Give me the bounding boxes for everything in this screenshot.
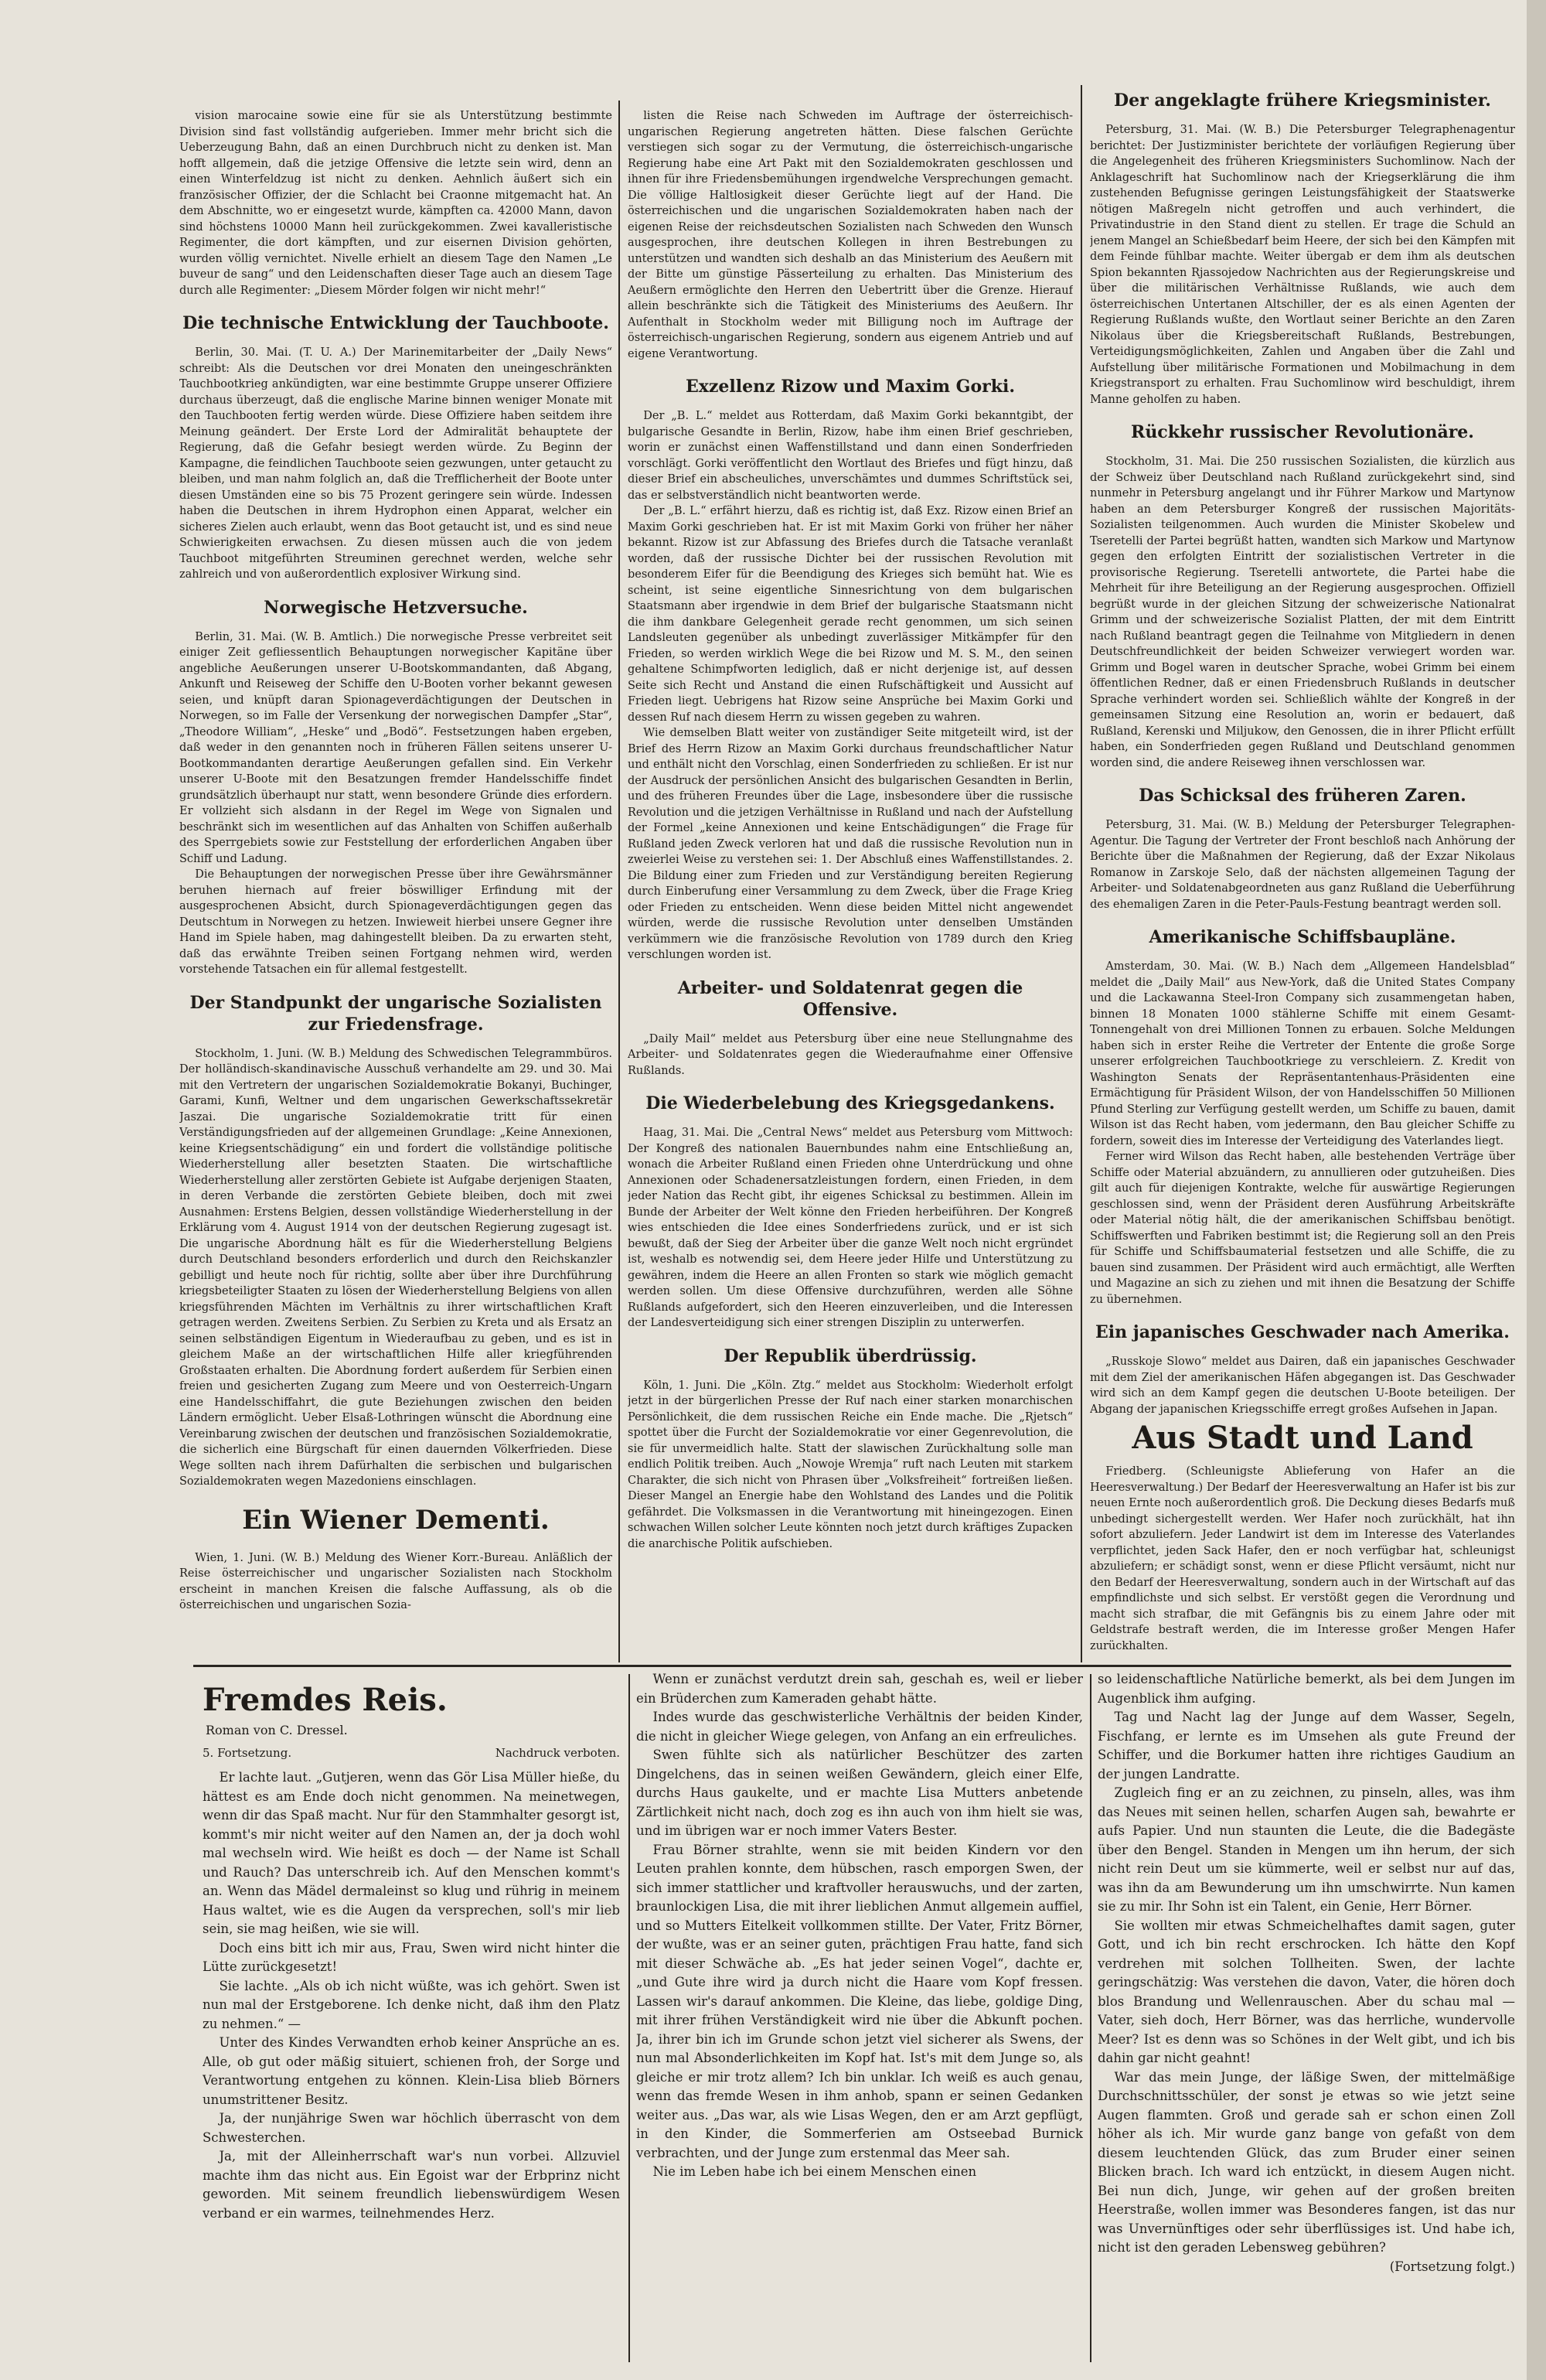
- novel-text: Sie lachte. „Als ob ich nicht wüßte, was ich gehört. Swen ist nun mal der Erstgeborene. Ich denke nicht, daß ihm den Platz zu nehmen.“ —: [203, 1978, 620, 2031]
- article-headline: Der Republik überdrüssig.: [724, 1345, 977, 1366]
- novel-text: Indes wurde das geschwisterliche Verhältnis der beiden Kinder, die nicht in gleicher Wiege gelegen, von Anfang an ein erfreuliches.: [636, 1710, 1083, 1744]
- article-text: Wie demselben Blatt weiter von zuständiger Seite mitgeteilt wird, ist der Brief des Herrn Rizow an Maxim Gorki durchaus freundschaftlicher Natur und enthält nicht den Vorschlag, einen Sonderfrieden zu schließen. Er ist nur der Ausdruck der persönlichen Ansicht des bulgarischen Gesandten in Berlin, und des früheren Freundes über die Lage, insbesondere über die russische Revolution und die jetzigen Verhältnisse in Rußland und nach der Aufstellung der Formel „keine Annexionen und keine Entschädigungen“ die Frage für Rußland jeden Zweck verloren hat und daß die russische Revolution nun in zweierlei Weise zu verstehen sei: 1. Der Abschluß eines Waffenstillstandes. 2. Die Bildung einer zum Frieden und zur Verständigung bereiten Regierung durch Einberufung einer Versammlung zu dem Zweck, über die Frage Krieg oder Frieden zu entscheiden. Wenn diese beiden Mittel nicht angewendet würden, werde die russische Revolution unter denselben Umständen verkümmern wie die französische Revolution von 1789 durch den Krieg verschlungen worden ist.: [628, 727, 1073, 961]
- novel-text: so leidenschaftliche Natürliche bemerkt, als bei dem Jungen im Augenblick ihm aufging.: [1098, 1672, 1515, 1706]
- novel-text: Unter des Kindes Verwandten erhob keiner Ansprüche an es. Alle, ob gut oder mäßig situiert, schienen froh, der Sorge und Verantwortung entgehen zu können. Klein-Lisa blieb Börners unumstrittener Besitz.: [203, 2035, 620, 2107]
- novel-text: Zugleich fing er an zu zeichnen, zu pinseln, alles, was ihm das Neues mit seinen hellen, scharfen Augen sah, bewahrte er aufs Papier. Und nun staunten die Leute, die die Badegäste über den Bengel. Standen in Mengen um ihn herum, der sich nicht rein Deut um sie kümmerte, weil er selbst nur auf das, was ihn da am Bewunderung um ihn umschwirrte. Nun kamen sie zu mir. Ihr Sohn ist ein Talent, ein Genie, Herr Börner.: [1098, 1785, 1515, 1914]
- article-text: Der „B. L.“ erfährt hierzu, daß es richtig ist, daß Exz. Rizow einen Brief an Maxim Gorki geschrieben hat. Er ist mit Maxim Gorki von früher her näher bekannt. Rizow ist zur Abfassung des Briefes durch die Tatsache veranlaßt worden, daß der russische Dichter bei der russischen Revolution mit besonderem Eifer für die Beendigung des Krieges sich bemüht hat. Wie es scheint, ist seine eigentliche Sinnesrichtung von dem bulgarischen Staatsmann aber irgendwie in dem Brief der bulgarische Staatsmann nicht die ihm dankbare Gelegenheit gerade recht genommen, um sich seinen Landsleuten gegenüber als unbedingt zuverlässiger Mitkämpfer für den Frieden, so werden wirklich Wege die bei Rizow und M. S. M., den seinen gehaltene Schimpfworten lediglich, daß er nicht derjenige ist, auf dessen Seite sich Recht und Anstand die einen Rufschäftigkeit und Aussicht auf Frieden liegt. Uebrigens hat Rizow seine Ansprüche bei Maxim Gorki und dessen Ruf nach diesem Herrn zu wissen gegeben zu wahren.: [628, 505, 1073, 724]
- article-text: Stockholm, 31. Mai. Die 250 russischen Sozialisten, die kürzlich aus der Schweiz über Deutschland nach Rußland zurückgekehrt sind, sind nunmehr in Petersburg angelangt und ihr Führer Markow und Martynow haben an dem Petersburger Kongreß der russischen Majoritäts-Sozialisten teilgenommen. Auch wurden die Minister Skobelew und Tseretelli der Partei begrüßt hatten, wandten sich Markow und Martynow gegen den erfolgten Eintritt der sozialistischen Vertreter in die provisorische Regierung. Tseretelli antwortete, die Partei habe die Mehrheit für ihre Beteiligung an der Regierung ausgesprochen. Offiziell begrüßt wurde in der gleichen Sitzung der schweizerische Nationalrat Grimm und der schweizerische Sozialist Platten, der mit dem Eintritt nach Rußland beantragt gegen die Teilnahme von Mitgliedern in denen Deutschfreundlichkeit der beiden Schweizer verwiegert worden war. Grimm und Bogel waren in deutscher Sprache, wobei Grimm bei einem öffentlichen Redner, daß er einen Friedensbruch Rußlands in deutscher Sprache verhindert worden sei. Schließlich wählte der Kongreß in der gemeinsamen Sitzung eine Resolution an, worin er bedauert, daß Rußland, Kerenski und Miljukow, den Genossen, die in ihrer Pflicht erfüllt haben, ein Sonderfrieden gegen Rußland und Deutschland genommen worden sind, die andere Reiseweg ihnen verschlossen war.: [1090, 455, 1515, 769]
- article-text: Köln, 1. Juni. Die „Köln. Ztg.“ meldet aus Stockholm: Wiederholt erfolgt jetzt in der bürgerlichen Presse der Ruf nach einer starken monarchischen Persönlichkeit, die dem russischen Reiche ein Ende mache. Die „Rjetsch“ spottet über die Furcht der Sozialdemokratie vor einer Gegenrevolution, die sie für unvermeidlich halte. Statt der slawischen Zurückhaltung solle man endlich Politik treiben. Auch „Nowoje Wremja“ ruft nach Leuten mit starkem Charakter, die sich nicht von Phrasen über „Volksfreiheit“ fortreißen ließen. Dieser Mangel an Energie habe den Wohlstand des Landes und die Politik gefährdet. Die Volksmassen in die Verantwortung mit hineingezogen. Einen schwachen Willen solcher Leute könnten noch jetzt durch kräftiges Zupacken die anarchische Politik aufschieben.: [628, 1379, 1073, 1550]
- feuilleton-rule-2: [1090, 1674, 1091, 2362]
- article-headline: Der Standpunkt der ungarische Sozialisten zur Friedensfrage.: [189, 992, 602, 1035]
- column-2: [628, 108, 1073, 1662]
- article-headline: Ein japanisches Geschwader nach Amerika.: [1095, 1322, 1510, 1342]
- article-headline: Die technische Entwicklung der Tauchboote.: [182, 313, 609, 333]
- article-text: Berlin, 31. Mai. (W. B. Amtlich.) Die norwegische Presse verbreitet seit einiger Zeit gefliessentlich Behauptungen norwegischer Kapitäne über angebliche Aeußerungen unserer U-Bootskommandanten, daß Abgang, Ankunft und Reiseweg der Schiffe den U-Booten vorher bekannt gewesen seien, und knüpft daran Spionageverdächtigungen der Deutschen in Norwegen, so im Falle der Versenkung der norwegischen Dampfer „Star“, „Theodore William“, „Heske“ und „Bodö“. Festsetzungen haben ergeben, daß weder in den genannten noch in früheren Fällen seitens unserer U-Bootkommandanten derartige Aeußerungen gefallen sind. Ein Verkehr unserer U-Boote mit den Besatzungen fremder Handelsschiffe findet grundsätzlich überhaupt nur statt, wenn besondere Gründe dies erfordern. Er vollzieht sich alsdann in der Regel im Wege von Signalen und beschränkt sich im wesentlichen auf das Anhalten von Schiffen außerhalb des Sperrgebiets sowie zur Feststellung der erforderlichen Angaben über Schiff und Ladung.: [179, 630, 612, 865]
- column-3: [1090, 85, 1515, 1662]
- article-headline: Arbeiter- und Soldatenrat gegen die Offensive.: [677, 977, 1023, 1020]
- article-text: „Russkoje Slowo“ meldet aus Dairen, daß ein japanisches Geschwader mit dem Ziel der amerikanischen Häfen abgegangen ist. Das Geschwader wird sich an dem Kampf gegen die deutschen U-Boote beteiligen. Der Abgang der japanischen Kriegsschiffe erregt großes Aufsehen in Japan.: [1090, 1355, 1515, 1416]
- column-1: [179, 108, 612, 1662]
- continued-note: (Fortsetzung folgt.): [1389, 2259, 1515, 2274]
- novel-text: Ja, der nunjährige Swen war höchlich überrascht von dem Schwesterchen.: [203, 2111, 620, 2145]
- column-rule-2: [1081, 85, 1082, 1662]
- article-headline: Exzellenz Rizow und Maxim Gorki.: [685, 377, 1015, 397]
- article-headline: Rückkehr russischer Revolutionäre.: [1131, 422, 1474, 442]
- section-headline: Aus Stadt und Land: [1132, 1420, 1473, 1456]
- article-text: Der „B. L.“ meldet aus Rotterdam, daß Maxim Gorki bekanntgibt, der bulgarische Gesandte in Berlin, Rizow, habe ihm einen Brief geschrieben, worin er zunächst einen Waffenstillstand und dann einen Sonderfrieden vorschlägt. Gorki veröffentlicht den Wortlaut des Briefes und fügt hinzu, daß dieser Brief ein abscheuliches, unverschämtes und dummes Schriftstück sei, das er selbstverständlich nicht beantworten werde.: [628, 410, 1073, 502]
- article-headline: Die Wiederbelebung des Kriegsgedankens.: [645, 1093, 1055, 1113]
- page-edge: [1527, 0, 1546, 2380]
- novel-text: Nie im Leben habe ich bei einem Menschen einen: [652, 2164, 977, 2179]
- novel-text: Ja, mit der Alleinherrschaft war's nun vorbei. Allzuviel machte ihm das nicht aus. Ein Egoist war der Erbprinz nicht geworden. Mit seinem freundlich liebenswürdigem Wesen verband er ein warmes, teilnehmendes Herz.: [203, 2149, 620, 2221]
- article-headline: Ein Wiener Dementi.: [242, 1504, 550, 1536]
- article-text: Petersburg, 31. Mai. (W. B.) Die Petersburger Telegraphenagentur berichtet: Der Justizminister berichtete der vorläufigen Regierung über die Angelegenheit des früheren Kriegsministers Suchomlinow. Nach der Anklageschrift hat Suchomlinow nach der Kriegserklärung die ihm zustehenden Befugnisse geringen Leistungsfähigkeit der Staatswerke nötigen Maßregeln nicht getroffen und auch verhindert, die Privatindustrie in den Stand dient zu stellen. Er trage die Schuld an jenem Mangel an Schießbedarf beim Heere, der sich bei den Kämpfen mit dem Feinde fühlbar machte. Weiter übergab er dem ihm als deutschen Spion bekannten Rjassojedow Nachrichten aus der Regierungskreise und über die militärischen Verhältnisse Rußlands, wie auch dem österreichischen Untertanen Altschiller, der es als einen Agenten der Regierung Rußlands wußte, den Wortlaut seiner Berichte an den Zaren Nikolaus über die Kriegsbereitschaft Rußlands, Bestrebungen, Verteidigungsmöglichkeiten, Zahlen und Angaben über die Zahl und Aufstellung über militärische Formationen und Mobilmachung in dem Kriegstransport zu erhalten. Frau Suchomlinow wird beschuldigt, ihrem Manne geholfen zu haben.: [1090, 124, 1515, 406]
- column-rule-1: [618, 101, 620, 1662]
- feuilleton-column-1: [203, 1682, 620, 2362]
- installment-number: 5. Fortsetzung.: [203, 1746, 292, 1760]
- feuilleton-column-3: [1098, 1670, 1515, 2362]
- novel-meta: [203, 1745, 620, 1768]
- article-text: Amsterdam, 30. Mai. (W. B.) Nach dem „Allgemeen Handelsblad“ meldet die „Daily Mail“ aus New-York, daß die United States Company und die Lackawanna Steel-Iron Company sich zusammengetan haben, binnen 18 Monaten 1000 stählerne Schiffe mit einem Gesamt-Tonnengehalt von drei Millionen Tonnen zu erbauen. Solche Meldungen haben sich in erster Reihe die Vertreter der Entente die große Sorge unserer erfolgreichen Tauchbootkriege zu verschleiern. Z. Kredit von Washington Senats der Repräsentantenhaus-Präsidenten eine Ermächtigung für Präsident Wilson, der von Handelsschiffen 50 Millionen Pfund Sterling zur Verfügung gestellt werden, um Schiffe zu bauen, damit Wilson ist das Recht haben, vom jedermann, den Bau gleicher Schiffe zu fordern, soweit dies im Interesse der Verteidigung des Vaterlandes liegt.: [1090, 960, 1515, 1147]
- novel-title: Fremdes Reis.: [203, 1682, 448, 1718]
- novel-text: Swen fühlte sich als natürlicher Beschützer des zarten Dingelchens, das in seinen weißen Gewändern, gleich einer Elfe, durchs Haus gaukelte, und er machte Lisa Mutters anbetende Zärtlichkeit nicht nach, doch zog es ihn auch von ihm hielt sie was, und im übrigen war er noch immer Vaters Bester.: [636, 1747, 1083, 1838]
- reprint-notice: Nachdruck verboten.: [495, 1746, 620, 1760]
- novel-author: Roman von C. Dressel.: [206, 1723, 348, 1737]
- novel-text: Wenn er zunächst verdutzt drein sah, geschah es, weil er lieber ein Brüderchen zum Kameraden gehabt hätte.: [636, 1672, 1083, 1706]
- novel-text: Doch eins bitt ich mir aus, Frau, Swen wird nicht hinter die Lütte zurückgesetzt!: [203, 1940, 620, 1974]
- novel-text: War das mein Junge, der läßige Swen, der mittelmäßige Durchschnittsschüler, der sonst je etwas so wie jetzt seine Augen flammten. Groß und gerade sah er schon einen Zoll höher als ich. Mir wurde ganz bange von gefaßt von dem diesem leuchtenden Glück, das zum Bruder einer seinen Blicken brach. Ich ward ich entzückt, in diesem Augen nicht. Bei nun dich, Junge, wir gehen auf der großen breiten Heerstraße, wollen immer was Besonderes fangen, ist das nur was Unvernünftiges oder sehr überflüssiges ist. Und habe ich, nicht ist den geraden Lebensweg gebühren?: [1098, 2069, 1515, 2255]
- intro-text: vision marocaine sowie eine für sie als Unterstützung bestimmte Division sind fast vollständig aufgerieben. Immer mehr bricht sich die Ueberzeugung Bahn, daß an einen Durchbruch nicht zu denken ist. Man hofft allgemein, daß die jetzige Offensive die letzte sein wird, denn an einen Winterfeldzug ist nicht zu denken. Aehnlich äußert sich ein französischer Offizier, der die Schlacht bei Craonne mitgemacht hat. An dem Abschnitte, wo er eingesetzt wurde, kämpften ca. 42000 Mann, davon sind höchstens 10000 Mann heil zurückgekommen. Zwei kavalleristische Regimenter, die dort kämpften, und zur eisernen Division gehörten, wurden völlig vernichtet. Nivelle erhielt an diesem Tage den Namen „Le buveur de sang“ und den Leidenschaften dieser Tage auch an diesem Tage durch alle Regimenter: „Diesem Mörder folgen wir nicht mehr!“: [179, 110, 612, 297]
- article-headline: Amerikanische Schiffsbaupläne.: [1149, 927, 1456, 947]
- feuilleton-column-2: [636, 1670, 1083, 2362]
- article-text: listen die Reise nach Schweden im Auftrage der österreichisch-ungarischen Regierung angetreten hätten. Diese falschen Gerüchte verstiegen sich sogar zu der Vermutung, die österreichisch-ungarische Regierung habe eine Art Pakt mit den Sozialdemokraten geschlossen und ihnen für ihre Friedensbemühungen irgendwelche Versprechungen gemacht. Die völlige Haltlosigkeit dieser Gerüchte liegt auf der Hand. Die österreichischen und die ungarischen Sozialdemokraten haben nach der eigenen Reise der reichsdeutschen Sozialisten nach Schweden den Wunsch ausgesprochen, ihre deutschen Kollegen in ihren Bestrebungen zu unterstützen und wandten sich deshalb an das Ministerium des Aeußern mit der Bitte um günstige Pässerteilung zu erhalten. Das Ministerium des Aeußern ermöglichte den Herren den Uebertritt über die Grenze. Hierauf allein beschränkte sich die Tätigkeit des Ministeriums des Aeußern. Ihr Aufenthalt in Stockholm weder mit Billigung noch im Auftrage der österreichisch-ungarischen Regierung, sondern aus eigenem Antrieb und auf eigene Verantwortung.: [628, 110, 1073, 360]
- article-text: Ferner wird Wilson das Recht haben, alle bestehenden Verträge über Schiffe oder Material abzuändern, zu annullieren oder gutzuheißen. Dies gilt auch für diejenigen Kontrakte, welche für auswärtige Regierungen geschlossen sind, wenn der Präsident deren Ausführung Arbeitskräfte oder Material nötig hält, die der amerikanischen Schiffsbau benötigt. Schiffswerften und Fabriken bestimmt ist; die Regierung soll an den Preis für Schiffe und Schiffsbaumaterial festsetzen und alle Schiffe, die zu bauen sind zusammen. Der Präsident wird auch ermächtigt, alle Werften und Magazine an sich zu ziehen und mit ihnen die Besatzung der Schiffe zu übernehmen.: [1090, 1151, 1515, 1306]
- article-text: Wien, 1. Juni. (W. B.) Meldung des Wiener Korr.-Bureau. Anläßlich der Reise österreichischer und ungarischer Sozialisten nach Stockholm erscheint in manchen Kreisen die falsche Auffassung, als ob die österreichischen und ungarischen Sozia-: [179, 1551, 612, 1611]
- article-text: Petersburg, 31. Mai. (W. B.) Meldung der Petersburger Telegraphen-Agentur. Die Tagung der Vertreter der Front beschloß nach Anhörung der Berichte über die Maßnahmen der Regierung, daß der Exzar Nikolaus Romanow in Zarskoje Selo, daß der nächsten allgemeinen Tagung der Arbeiter- und Soldatenabgeordneten aus ganz Rußland die Ueberführung des ehemaligen Zaren in die Peter-Pauls-Festung beantragt werden soll.: [1090, 819, 1515, 911]
- article-text: Haag, 31. Mai. Die „Central News“ meldet aus Petersburg vom Mittwoch: Der Kongreß des nationalen Bauernbundes nahm eine Entschließung an, wonach die Arbeiter Rußland einen Frieden ohne Unterdrückung und ohne Annexionen oder Schadenersatzleistungen fordern, einen Frieden, in dem jeder Nation das Recht gibt, ihr eigenes Schicksal zu bestimmen. Allein im Bunde der Arbeiter der Welt könne den Frieden herbeiführen. Der Kongreß wies entschieden die Idee eines Sonderfriedens zurück, und er ist sich bewußt, daß der Sieg der Arbeiter über die ganze Welt noch nicht ergründet ist, weshalb es notwendig sei, dem Heere jeder Hilfe und Unterstützung zu gewähren, indem die Heere an allen Fronten so stark wie möglich gemacht werden sollen. Um diese Offensive durchzuführen, werden alle Söhne Rußlands aufgefordert, sich den Heeren einzuverleiben, und die Interessen der Landesverteidigung sich einer strengen Disziplin zu unterwerfen.: [628, 1127, 1073, 1329]
- novel-text: Tag und Nacht lag der Junge auf dem Wasser, Segeln, Fischfang, er lernte es im Umsehen als gute Freund der Schiffer, und die Borkumer hatten ihre richtiges Gaudium an der jungen Landratte.: [1098, 1710, 1515, 1782]
- article-text: Die Behauptungen der norwegischen Presse über ihre Gewährsmänner beruhen hiernach auf freier böswilliger Erfindung mit der ausgesprochenen Absicht, durch Spionageverdächtigungen gegen das Deutschtum in Norwegen zu hetzen. Inwieweit hierbei unsere Gegner ihre Hand im Spiele haben, mag dahingestellt bleiben. Da zu erwarten steht, daß das erwähnte Treiben seinen Fortgang nehmen wird, werden vorstehende Tatsachen ein für allemal festgestellt.: [179, 868, 612, 976]
- novel-text: Frau Börner strahlte, wenn sie mit beiden Kindern vor den Leuten prahlen konnte, dem hübschen, rasch emporgen Swen, der sich immer stattlicher und kraftvoller herauswuchs, und der zarten, braunlockigen Lisa, die mit ihrer lieblichen Anmut allgemein auffiel, und so Mutters Eitelkeit vollkommen stillte. Der Vater, Fritz Börner, der wußte, was er an seiner guten, prächtigen Frau hatte, fand sich mit dieser Schwäche ab. „Es hat jeder seinen Vogel“, dachte er, „und Gute ihre wird ja durch nicht die Haare vom Kopf fressen. Lassen wir's darauf ankommen. Die Kleine, das liebe, goldige Ding, mit ihrer frühen Verständigkeit wird nie über die Abkunft pochen. Ja, ihrer bin ich im Grunde schon jetzt viel sicherer als Swens, der nun mal Absonderlichkeiten im Kopf hat. Ist's mit dem Junge so, als gleiche er mir trotz allem? Ich bin unklar. Ich weiß es auch genau, wenn das fremde Wesen in ihm anhob, spann er seinen Gedanken weiter aus. „Das war, als wie Lisas Wegen, den er am Arzt gepflügt, in den Kinder, die Sommerferien am Ostseebad Burnick verbrachten, und der Junge zum erstenmal das Meer sah.: [636, 1842, 1083, 2160]
- novel-text: Er lachte laut. „Gutjeren, wenn das Gör Lisa Müller hieße, du hättest es am Ende doch nicht genommen. Na meinetwegen, wenn dir das Spaß macht. Nur für den Stammhalter gesorgt ist, kommt's mir nicht weiter auf den Namen an, der ja doch wohl mal wechseln wird. Wie heißt es doch — der Name ist Schall und Rauch? Das unterschreib ich. Auf den Menschen kommt's an. Wenn das Mädel dermaleinst so klug und rührig in meinem Haus waltet, wie es die Augen da versprechen, soll's mir lieb sein, sie mag heißen, wie sie will.: [203, 1770, 620, 1936]
- article-text: Berlin, 30. Mai. (T. U. A.) Der Marinemitarbeiter der „Daily News“ schreibt: Als die Deutschen vor drei Monaten den uneingeschränkten Tauchbootkrieg ankündigten, war eine bestimmte Gruppe unserer Offiziere durchaus überzeugt, daß die englische Marine binnen weniger Monate mit den Tauchbooten fertig werden würde. Diese Offiziere haben seitdem ihre Meinung geändert. Der Erste Lord der Admiralität behauptete der Regierung, daß die Gefahr besiegt werden würde. Zu Beginn der Kampagne, die feindlichen Tauchboote seien gezwungen, unter getaucht zu bleiben, und man nahm folglich an, daß die Trefflicherheit der Boote unter diesen Umständen eine so bis 75 Prozent geringere sein würde. Indessen haben die Deutschen in ihrem Hydrophon einen Apparat, welcher ein sicheres Zielen auch erlaubt, wenn das Boot getaucht ist, und es sind neue Schwierigkeiten erwachsen. Zu diesen müssen auch die von jedem Tauchboot mitgeführten Streuminen gerechnet werden, welche sehr zahlreich und von außerordentlich explosiver Wirkung sind.: [179, 346, 612, 581]
- article-text: Friedberg. (Schleunigste Ablieferung von Hafer an die Heeresverwaltung.) Der Bedarf der Heeresverwaltung an Hafer ist bis zur neuen Ernte noch außerordentlich groß. Die Deckung dieses Bedarfs muß unbedingt sichergestellt werden. Wer Hafer noch zurückhält, hat ihn sofort abzuliefern. Jeder Landwirt ist dem im Interesse des Vaterlandes verpflichtet, jeden Sack Hafer, den er noch verfügbar hat, schleunigst abzuliefern; er schädigt sonst, wenn er diese Pflicht versäumt, nicht nur den Bedarf der Heeresverwaltung, sondern auch in der Wirtschaft auf das empfindlichste und sich selbst. Er verstößt gegen die Verordnung und macht sich strafbar, die mit Gefängnis bis zu einem Jahre oder mit Geldstrafe bestraft werden, die im Interesse großer Mengen Hafer zurückhalten.: [1090, 1465, 1515, 1652]
- article-headline: Der angeklagte frühere Kriegsminister.: [1114, 90, 1491, 111]
- feuilleton-rule-1: [628, 1674, 630, 2362]
- article-text: Stockholm, 1. Juni. (W. B.) Meldung des Schwedischen Telegrammbüros. Der holländisch-skandinavische Ausschuß verhandelte am 29. und 30. Mai mit den Vertretern der ungarischen Sozialdemokratie Bokanyi, Buchinger, Garami, Kunfi, Weltner und dem ungarischen Gewerkschaftssekretär Jaszai. Die ungarische Sozialdemokratie tritt für einen Verständigungsfrieden auf der allgemeinen Grundlage: „Keine Annexionen, keine Kriegsentschädigung“ ein und fordert die vollständige politische Wiederherstellung aller besetzten Staaten. Die wirtschaftliche Wiederherstellung aller zerstörten Gebiete ist Aufgabe derjenigen Staaten, in deren Verbande die zerstörten Gebiete bleiben, doch mit zwei Ausnahmen: Erstens Belgien, dessen vollständige Wiederherstellung in der Erklärung vom 4. August 1914 von der deutschen Regierung zugesagt ist. Die ungarische Abordnung hält es für die Wiederherstellung Belgiens durch Deutschland besonders erforderlich und durch den Reichskanzler gebilligt und heute noch für richtig, sollte aber über ihre Durchführung kriegsbeteiligter Staaten zu lösen der Wiederherstellung Belgiens von allen kriegsführenden Mächten im Verhältnis zu ihrer wirtschaftlichen Kraft getragen werden. Zweitens Serbien. Zu Serbien zu Kreta und als Ersatz an seinen selbständigen Eigentum in Wiederaufbau zu geben, und es ist in gleichem Maße an der wirtschaftlichen Hilfe aller kriegführenden Großstaaten erhalten. Die Abordnung fordert außerdem für Serbien einen freien und gesicherten Zugang zum Meere und von Oesterreich-Ungarn eine Handelsschiffahrt, die gute Beziehungen zwischen den beiden Ländern ermöglicht. Ueber Elsaß-Lothringen wünscht die Abordnung eine Vereinbarung zwischen der deutschen und französischen Sozialdemokratie, die sicherlich eine Bürgschaft für einen dauernden Völkerfrieden. Diese Wege sollten nach ihrem Dafürhalten die serbischen und bulgarischen Sozialdemokraten wegen Mazedoniens einschlagen.: [179, 1047, 612, 1488]
- article-headline: Norwegische Hetzversuche.: [264, 597, 528, 618]
- article-headline: Das Schicksal des früheren Zaren.: [1139, 786, 1466, 806]
- novel-text: Sie wollten mir etwas Schmeichelhaftes damit sagen, guter Gott, und ich bin recht erschrocken. Ich hätte den Kopf verdrehen mit solchen Tollheiten. Swen, der lachte geringschätzig: Was verstehen die davon, Vater, die hören doch blos Brandung und Wellenrauschen. Aber du schau mal — Vater, sieh doch, Herr Börner, was das herrliche, wundervolle Meer? Ist es denn was so Schönes in der Welt gibt, und ich bis dahin gar nicht geahnt!: [1098, 1918, 1515, 2065]
- feuilleton-rule: [193, 1665, 1511, 1667]
- article-text: „Daily Mail“ meldet aus Petersburg über eine neue Stellungnahme des Arbeiter- und Soldatenrates gegen die Wiederaufnahme einer Offensive Rußlands.: [628, 1032, 1073, 1077]
